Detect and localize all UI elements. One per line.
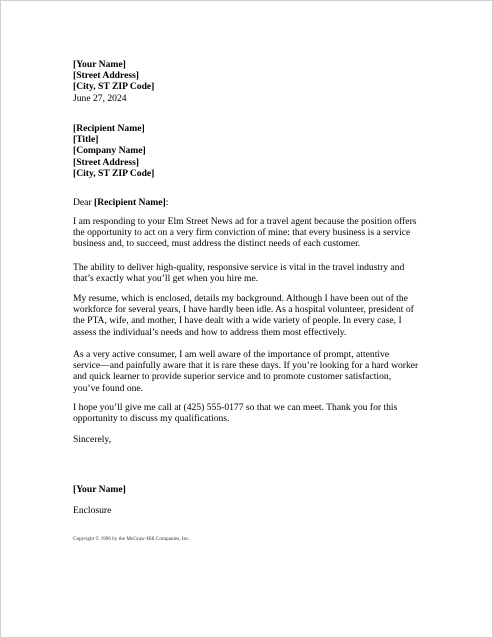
paragraph-line: My resume, which is enclosed, details my background. Although I have been out of the: [73, 293, 408, 304]
sender-name: [Your Name]: [73, 59, 126, 70]
paragraph-line: the opportunity to act on a very firm conviction of mine: that every business is a service: [73, 227, 411, 239]
paragraph-line: that’s exactly what you’ll get when you hire me.: [73, 273, 259, 285]
salutation: [73, 197, 418, 208]
paragraph-line: the PTA, wife, and mother, I have dealt with a wide variety of people. In every case, I: [73, 315, 402, 327]
salutation-name: [Recipient Name]: [94, 197, 166, 208]
paragraph-line: As a very active consumer, I am well aware of the importance of prompt, attentive: [73, 349, 390, 360]
recipient-city: [City, ST ZIP Code]: [73, 167, 155, 179]
sender-city: [City, ST ZIP Code]: [73, 81, 155, 93]
body-paragraph-4: [73, 349, 418, 394]
paragraph-line: assess the individual’s needs and how to address them most effectively.: [73, 326, 347, 338]
salutation-prefix: Dear: [73, 197, 95, 208]
paragraph-line: I hope you’ll give me call at (425) 555-0177 so that we can meet. Thank you for this: [73, 402, 398, 413]
closing: Sincerely,: [73, 434, 112, 445]
salutation-suffix: :: [165, 197, 169, 208]
body-paragraph-2: [73, 262, 418, 284]
paragraph-line: you’ve found one.: [73, 382, 144, 394]
body-paragraph-1: [73, 216, 418, 250]
paragraph-line: I am responding to your Elm Street News ad for a travel agent because the position offers: [73, 216, 417, 227]
recipient-company: [Company Name]: [73, 145, 146, 157]
paragraph-line: and quick learner to provide superior service and to promote customer satisfaction,: [73, 371, 392, 383]
signature-name: [Your Name]: [73, 484, 126, 495]
paragraph-line: The ability to deliver high-quality, responsive service is vital in the travel industry and: [73, 262, 405, 273]
recipient-street: [Street Address]: [73, 156, 139, 168]
copyright-notice: Copyright © 1996 by the McGraw-Hill Companies, Inc.: [73, 536, 190, 542]
paragraph-line: business and, to succeed, must address the distinct needs of each customer.: [73, 238, 361, 250]
enclosure-note: Enclosure: [73, 505, 112, 516]
body-paragraph-5: [73, 402, 418, 424]
recipient-name: [Recipient Name]: [73, 123, 145, 134]
sender-street: [Street Address]: [73, 70, 139, 82]
paragraph-line: opportunity to discuss my qualifications.: [73, 413, 230, 425]
letter-date: June 27, 2024: [73, 92, 127, 104]
paragraph-line: service—and painfully aware that it is rare these days. If you’re looking for a hard worker: [73, 360, 419, 372]
sender-address-block: [73, 59, 418, 104]
recipient-title: [Title]: [73, 134, 99, 146]
body-paragraph-3: [73, 293, 418, 338]
recipient-address-block: [73, 123, 418, 179]
paragraph-line: workforce for several years, I have hardly been idle. As a hospital volunteer, president of: [73, 304, 414, 316]
